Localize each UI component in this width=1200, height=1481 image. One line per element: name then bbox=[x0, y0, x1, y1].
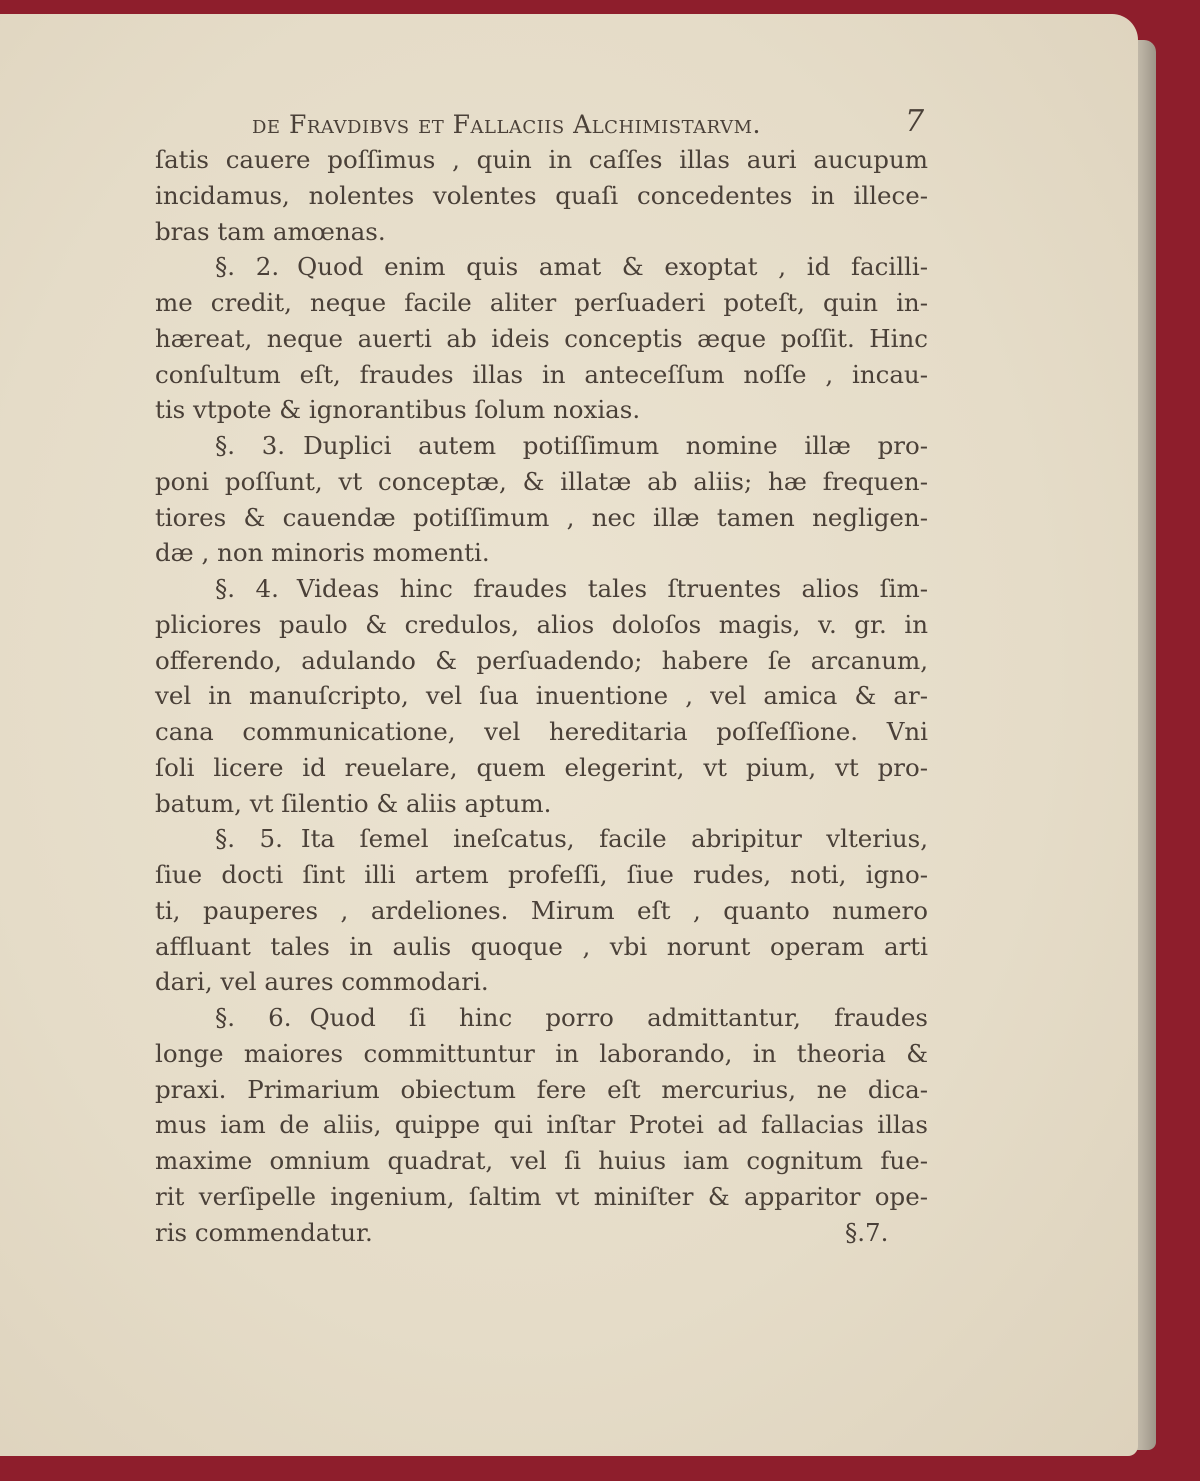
text-line bbox=[215, 1000, 928, 1036]
text-line bbox=[215, 249, 928, 285]
line-text: conſultum eſt, fraudes illas in anteceſſum noſſe , incau- bbox=[155, 359, 928, 389]
text-line bbox=[155, 392, 928, 428]
line-text: mus iam de aliis, quippe qui inſtar Protei ad fallacias illas bbox=[155, 1110, 928, 1140]
text-line bbox=[215, 571, 928, 607]
text-line bbox=[155, 1072, 928, 1108]
text-line bbox=[155, 214, 928, 250]
text-line bbox=[155, 678, 928, 714]
line-text: ris commendatur. bbox=[155, 1217, 373, 1247]
line-text: me credit, neque facile aliter perſuaderi poteſt, quin in- bbox=[155, 288, 928, 317]
line-text: praxi. Primarium obiectum fere eſt mercurius, ne dica- bbox=[155, 1074, 928, 1104]
text-line bbox=[155, 1215, 928, 1251]
running-title: de Fravdibvs et Fallaciis Alchimistarvm. bbox=[252, 110, 761, 139]
text-line bbox=[155, 357, 928, 393]
text-line bbox=[155, 535, 928, 571]
text-line bbox=[155, 964, 928, 1000]
text-line bbox=[215, 428, 928, 464]
text-line bbox=[215, 821, 928, 857]
text-line bbox=[155, 750, 928, 786]
text-line bbox=[155, 142, 928, 178]
line-text: Quod ſi hinc porro admittantur, fraudes bbox=[309, 1003, 928, 1032]
section-number: §. 3. bbox=[215, 431, 286, 460]
text-line bbox=[155, 929, 928, 965]
text-line bbox=[155, 1036, 928, 1072]
line-text: Videas hinc fraudes tales ſtruentes alios ſim- bbox=[296, 574, 928, 603]
text-line bbox=[155, 786, 928, 822]
line-text: bras tam amœnas. bbox=[155, 216, 386, 246]
text-line bbox=[155, 1179, 928, 1215]
text-line bbox=[155, 1143, 928, 1179]
text-line bbox=[155, 607, 928, 643]
line-text: ti, pauperes , ardeliones. Mirum eſt , quanto numero bbox=[155, 895, 928, 925]
section-number: §. 4. bbox=[215, 574, 279, 603]
line-text: cana communicatione, vel hereditaria poſſeſſione. Vni bbox=[155, 717, 928, 746]
line-text: affluant tales in aulis quoque , vbi norunt operam arti bbox=[155, 931, 928, 961]
text-line bbox=[155, 500, 928, 536]
line-text: dari, vel aures commodari. bbox=[155, 967, 489, 997]
text-line bbox=[155, 643, 928, 679]
line-text: ſoli licere id reuelare, quem elegerint, vt pium, vt pro- bbox=[155, 752, 928, 782]
line-text: offerendo, adulando & perſuadendo; habere ſe arcanum, bbox=[155, 645, 928, 675]
line-text: tiores & cauendæ potiſſimum , nec illæ tamen negligen- bbox=[155, 502, 928, 532]
catchword: §.7. bbox=[845, 1217, 889, 1247]
section-number: §. 5. bbox=[215, 824, 283, 854]
text-line bbox=[155, 714, 928, 750]
line-text: hæreat, neque auerti ab ideis conceptis æque poſſit. Hinc bbox=[155, 323, 928, 353]
line-text: longe maiores committuntur in laborando, in theoria & bbox=[155, 1038, 928, 1068]
line-text: tis vtpote & ignorantibus ſolum noxias. bbox=[155, 395, 641, 425]
line-text: incidamus, nolentes volentes quaſi concedentes in illece- bbox=[155, 180, 928, 210]
section-number: §. 6. bbox=[215, 1003, 292, 1032]
text-line bbox=[155, 857, 928, 893]
line-text: Ita ſemel ineſcatus, facile abripitur vlterius, bbox=[300, 824, 928, 854]
line-text: pliciores paulo & credulos, alios doloſos magis, v. gr. in bbox=[155, 609, 928, 639]
text-line bbox=[155, 321, 928, 357]
text-line bbox=[155, 285, 928, 321]
line-text: ſatis cauere poſſimus , quin in caſſes illas auri aucupum bbox=[155, 145, 928, 174]
line-text: Duplici autem potiſſimum nomine illæ pro- bbox=[303, 431, 929, 460]
line-text: poni poſſunt, vt conceptæ, & illatæ ab aliis; hæ frequen- bbox=[155, 466, 928, 496]
line-text: ſiue docti ſint illi artem profeſſi, ſiue rudes, noti, igno- bbox=[155, 860, 928, 889]
text-line bbox=[155, 893, 928, 929]
line-text: Quod enim quis amat & exoptat , id facilli- bbox=[297, 252, 929, 282]
line-text: dæ , non minoris momenti. bbox=[155, 538, 490, 568]
text-line bbox=[155, 178, 928, 214]
section-number: §. 2. bbox=[215, 252, 280, 282]
line-text: maxime omnium quadrat, vel ſi huius iam cognitum fue- bbox=[155, 1146, 928, 1175]
line-text: batum, vt ſilentio & aliis aptum. bbox=[155, 788, 552, 818]
text-line bbox=[155, 1107, 928, 1143]
page-number: 7 bbox=[905, 104, 925, 139]
line-text: vel in manuſcripto, vel ſua inuentione , vel amica & ar- bbox=[155, 681, 928, 711]
line-text: rit verſipelle ingenium, ſaltim vt miniſter & apparitor ope- bbox=[155, 1181, 928, 1211]
text-line bbox=[155, 464, 928, 500]
